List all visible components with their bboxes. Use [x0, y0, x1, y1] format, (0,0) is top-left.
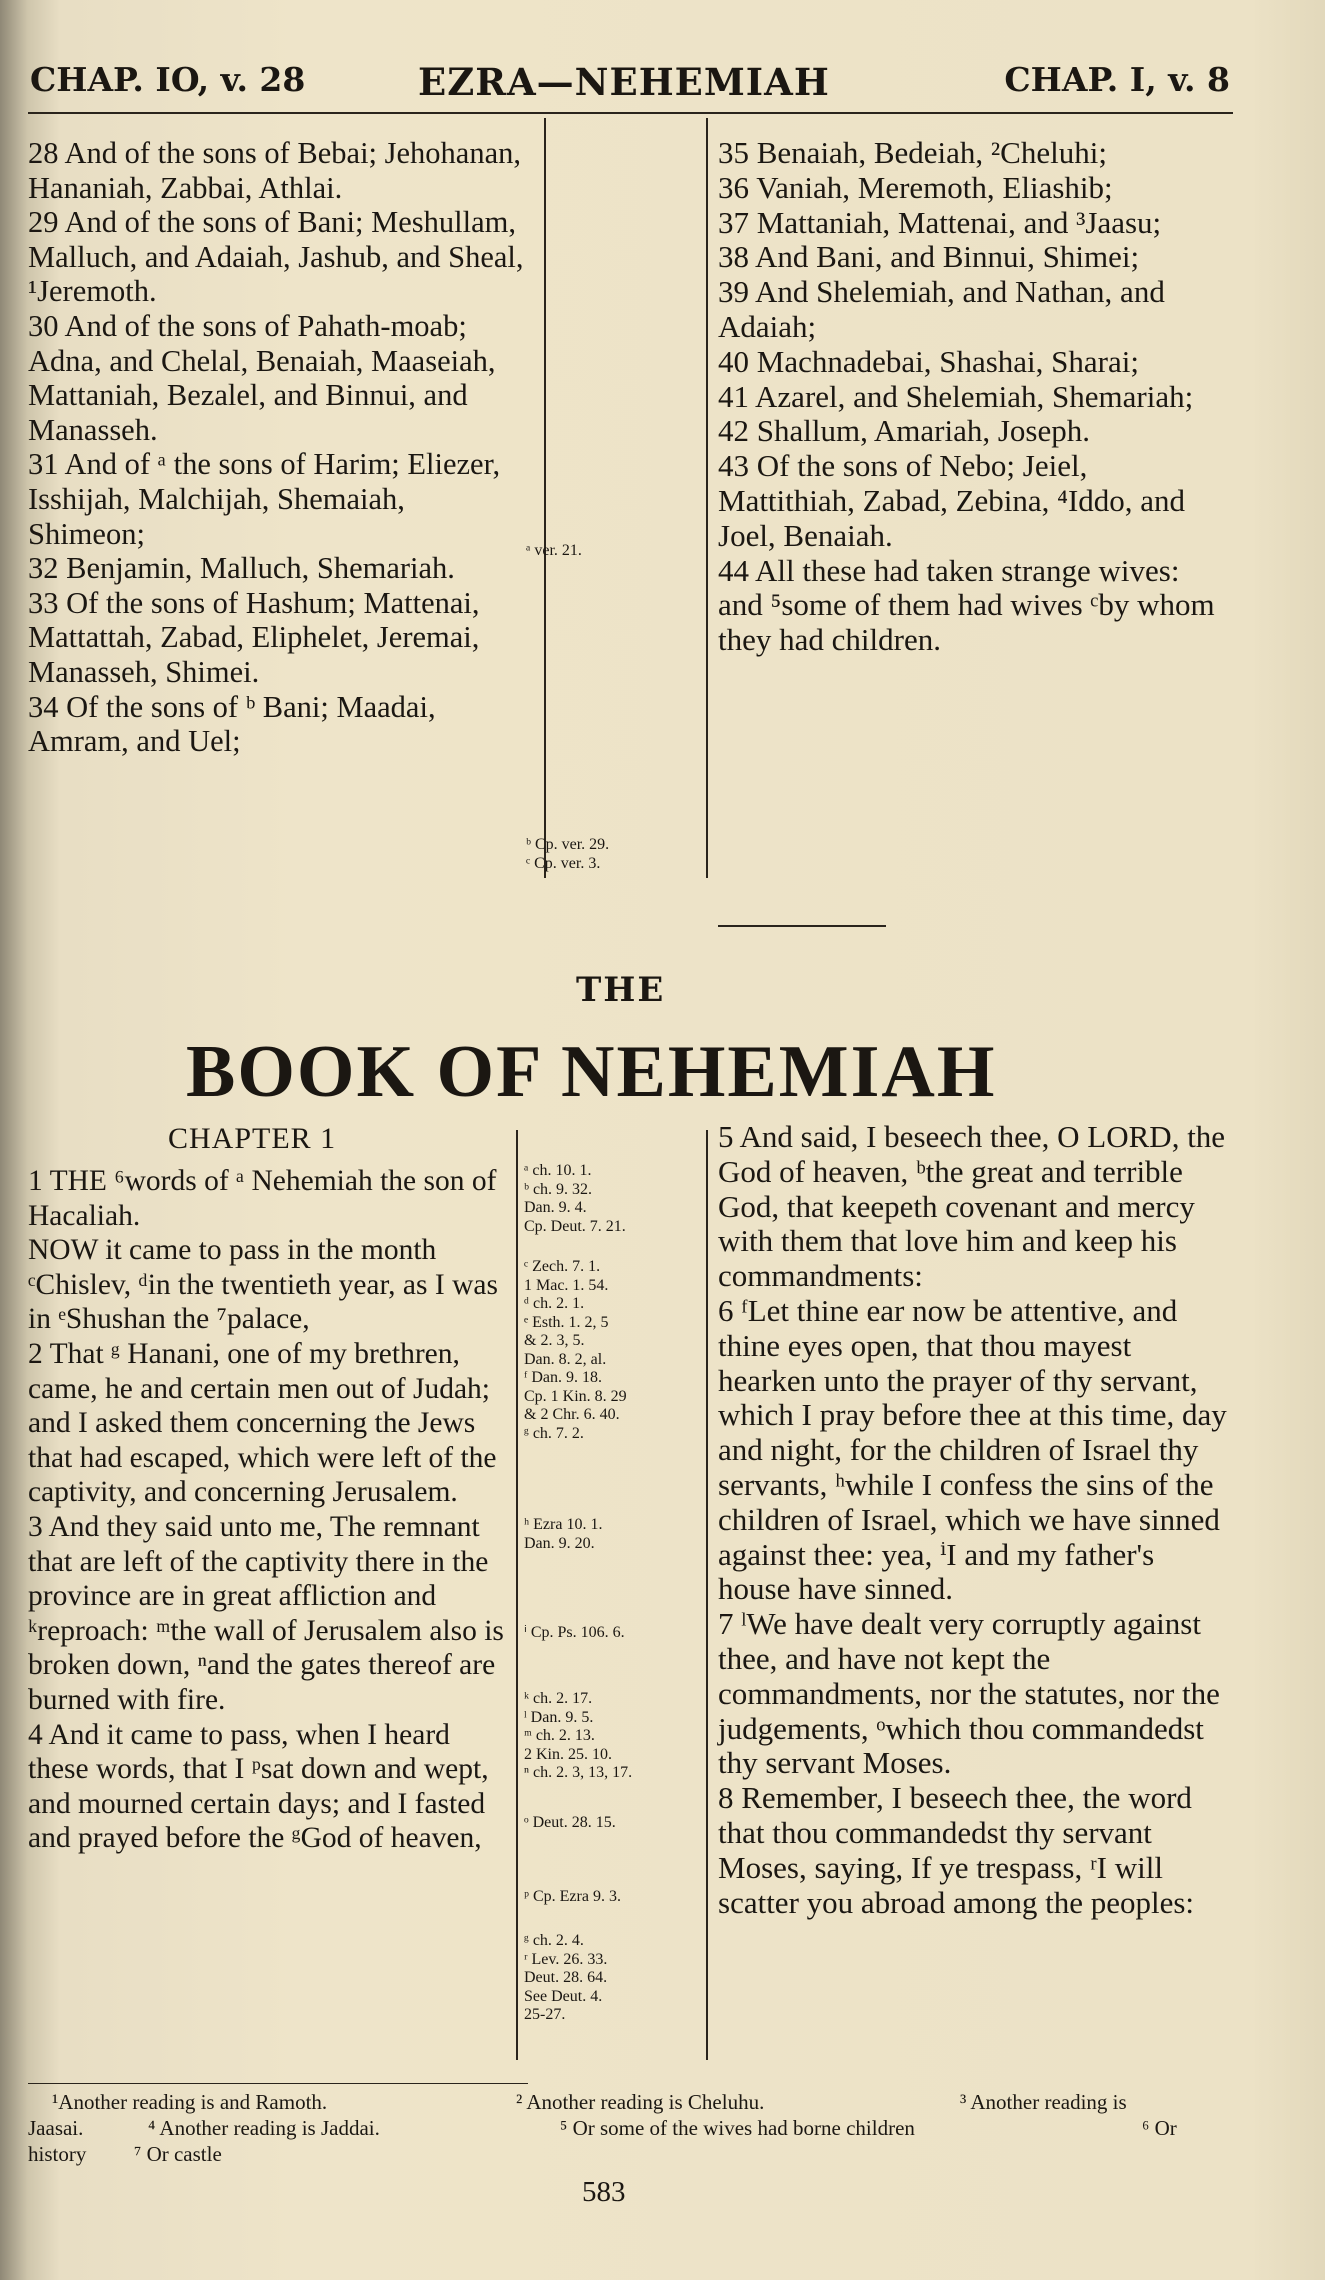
verse: 33 Of the sons of Hashum; Mattenai, Mattattah, Zabad, Eliphelet, Jeremai, Manasseh, Shimei.: [28, 585, 480, 689]
nehemiah-left-column: [28, 1164, 506, 1856]
running-head-right: CHAP. I, v. 8: [1004, 60, 1230, 99]
cross-reference: ᵃ ch. 10. 1. ᵇ ch. 9. 32. Dan. 9. 4. Cp. Deut. 7. 21.: [524, 1162, 626, 1235]
verse: 35 Benaiah, Bedeiah, ²Cheluhi;: [718, 135, 1107, 170]
verse: 2 That ᵍ Hanani, one of my brethren, came, he and certain men out of Judah; and I asked them concerning the Jews that had escaped, which were left of the captivity, and concerning Jerusalem.: [28, 1337, 497, 1509]
verse: 4 And it came to pass, when I heard these words, that I ᵖsat down and wept, and mourned certain days; and I fasted and prayed before the ᵍGod of heaven,: [28, 1718, 489, 1855]
footnote-rule: [28, 2083, 528, 2084]
chapter-heading: CHAPTER 1: [168, 1122, 337, 1155]
verse: 6 ᶠLet thine ear now be attentive, and thine eyes open, that thou mayest hearken unto the prayer of thy servant, which I pray before thee at this time, day and night, for the children of Israel thy servants, ʰwhile I confess the sins of the children of Israel, which we have sinned against thee: yea, ⁱI and my father's house have sinned.: [718, 1292, 1227, 1607]
verse: 28 And of the sons of Bebai; Jehohanan, Hananiah, Zabbai, Athlai.: [28, 136, 522, 205]
verse: 38 And Bani, and Binnui, Shimei;: [718, 239, 1140, 275]
verse: 30 And of the sons of Pahath-moab; Adna, and Chelal, Benaiah, Maaseiah, Mattaniah, Bezalel, and Binnui, and Manasseh.: [28, 308, 496, 447]
verse: 34 Of the sons of ᵇ Bani; Maadai, Amram, and Uel;: [28, 689, 436, 759]
running-head-left: CHAP. IO, v. 28: [30, 60, 306, 99]
verse: 43 Of the sons of Nebo; Jeiel, Mattithiah, Zabad, Zebina, ⁴Iddo, and Joel, Benaiah.: [718, 448, 1186, 553]
verse: 42 Shallum, Amariah, Joseph.: [718, 413, 1090, 449]
footnote: ⁶ Or: [1142, 2116, 1177, 2140]
cross-reference: ʰ Ezra 10. 1. Dan. 9. 20.: [524, 1516, 603, 1552]
verse: 40 Machnadebai, Shashai, Sharai;: [718, 343, 1139, 379]
footnote: Jaasai.: [28, 2116, 84, 2140]
cross-reference: ᵒ Deut. 28. 15.: [524, 1814, 616, 1831]
ezra-right-column: [718, 136, 1230, 658]
verse: 5 And said, I beseech thee, O LORD, the God of heaven, ᵇthe great and terrible God, that keepeth covenant and mercy with them that love him and keep his commandments:: [718, 1119, 1226, 1294]
verse: 44 All these had taken strange wives: and ⁵some of them had wives ᶜby whom they had children.: [718, 552, 1215, 658]
footnote: ⁴ Another reading is Jaddai.: [148, 2116, 380, 2140]
verse: 29 And of the sons of Bani; Meshullam, Malluch, and Adaiah, Jashub, and Sheal, ¹Jeremoth.: [28, 205, 524, 309]
footnote: history: [28, 2142, 87, 2166]
cross-reference: ᵃ ver. 21.: [526, 542, 582, 559]
verse: 31 And of ᵃ the sons of Harim; Eliezer, Isshijah, Malchijah, Shemaiah, Shimeon;: [28, 447, 501, 551]
verse: 39 And Shelemiah, and Nathan, and Adaiah;: [718, 274, 1165, 344]
verse: 36 Vaniah, Meremoth, Eliashib;: [718, 169, 1113, 205]
verse: 7 ˡWe have dealt very corruptly against thee, and have not kept the commandments, nor the statutes, nor the judgements, ᵒwhich thou commandedst thy servant Moses.: [718, 1606, 1220, 1781]
footnote: ² Another reading is Cheluhu.: [516, 2090, 765, 2114]
page-number: 583: [582, 2176, 626, 2208]
verse: 1 THE ⁶words of ᵃ Nehemiah the son of Hacaliah.: [28, 1165, 497, 1232]
verse: 3 And they said unto me, The remnant that are left of the captivity there in the province are in great affliction and ᵏreproach: ᵐthe wall of Jerusalem also is broken down, ⁿand the gates thereof are burned with fire.: [28, 1510, 504, 1716]
verse: NOW it came to pass in the month ᶜChislev, ᵈin the twentieth year, as I was in ᵉShushan the ⁷palace,: [28, 1234, 498, 1336]
verse: 37 Mattaniah, Mattenai, and ³Jaasu;: [718, 204, 1162, 240]
ezra-left-column: [28, 136, 528, 759]
column-divider: [706, 1130, 708, 2060]
column-divider: [544, 118, 546, 878]
cross-reference: ᶜ Zech. 7. 1. 1 Mac. 1. 54. ᵈ ch. 2. 1. ᵉ Esth. 1. 2, 5 & 2. 3, 5. Dan. 8. 2, al. ᶠ Dan. 9. 18. Cp. 1 Kin. 8. 29 & 2 Chr. 6. 40. ᵍ ch. 7. 2.: [524, 1258, 627, 1442]
verse: 41 Azarel, and Shelemiah, Shemariah;: [718, 378, 1194, 414]
column-divider: [706, 118, 708, 878]
footnote: ¹Another reading is and Ramoth.: [52, 2090, 328, 2114]
cross-reference: ᵏ ch. 2. 17. ˡ Dan. 9. 5. ᵐ ch. 2. 13. 2 Kin. 25. 10. ⁿ ch. 2. 3, 13, 17.: [524, 1690, 633, 1781]
column-divider: [516, 1130, 518, 2060]
cross-reference: ᵍ ch. 2. 4. ʳ Lev. 26. 33. Deut. 28. 64. See Deut. 4. 25-27.: [524, 1932, 608, 2023]
header-rule: [28, 112, 1233, 114]
section-rule: [718, 925, 886, 927]
nehemiah-right-column: [718, 1120, 1230, 1920]
book-title-prefix: THE: [576, 970, 666, 1010]
footnote: ³ Another reading is: [960, 2090, 1127, 2114]
cross-reference: ⁱ Cp. Ps. 106. 6.: [524, 1624, 625, 1641]
running-head-center: EZRA—NEHEMIAH: [418, 60, 830, 104]
verse: 8 Remember, I beseech thee, the word that thou commandedst thy servant Moses, saying, If ye trespass, ʳI will scatter you abroad among the peoples:: [718, 1780, 1195, 1920]
footnote: ⁵ Or some of the wives had borne children: [560, 2116, 915, 2140]
cross-reference: ᵖ Cp. Ezra 9. 3.: [524, 1888, 621, 1905]
book-title: BOOK OF NEHEMIAH: [186, 1031, 997, 1113]
footnote: ⁷ Or castle: [134, 2142, 222, 2166]
cross-reference: ᵇ Cp. ver. 29. ᶜ Cp. ver. 3.: [526, 836, 610, 872]
verse: 32 Benjamin, Malluch, Shemariah.: [28, 551, 455, 586]
